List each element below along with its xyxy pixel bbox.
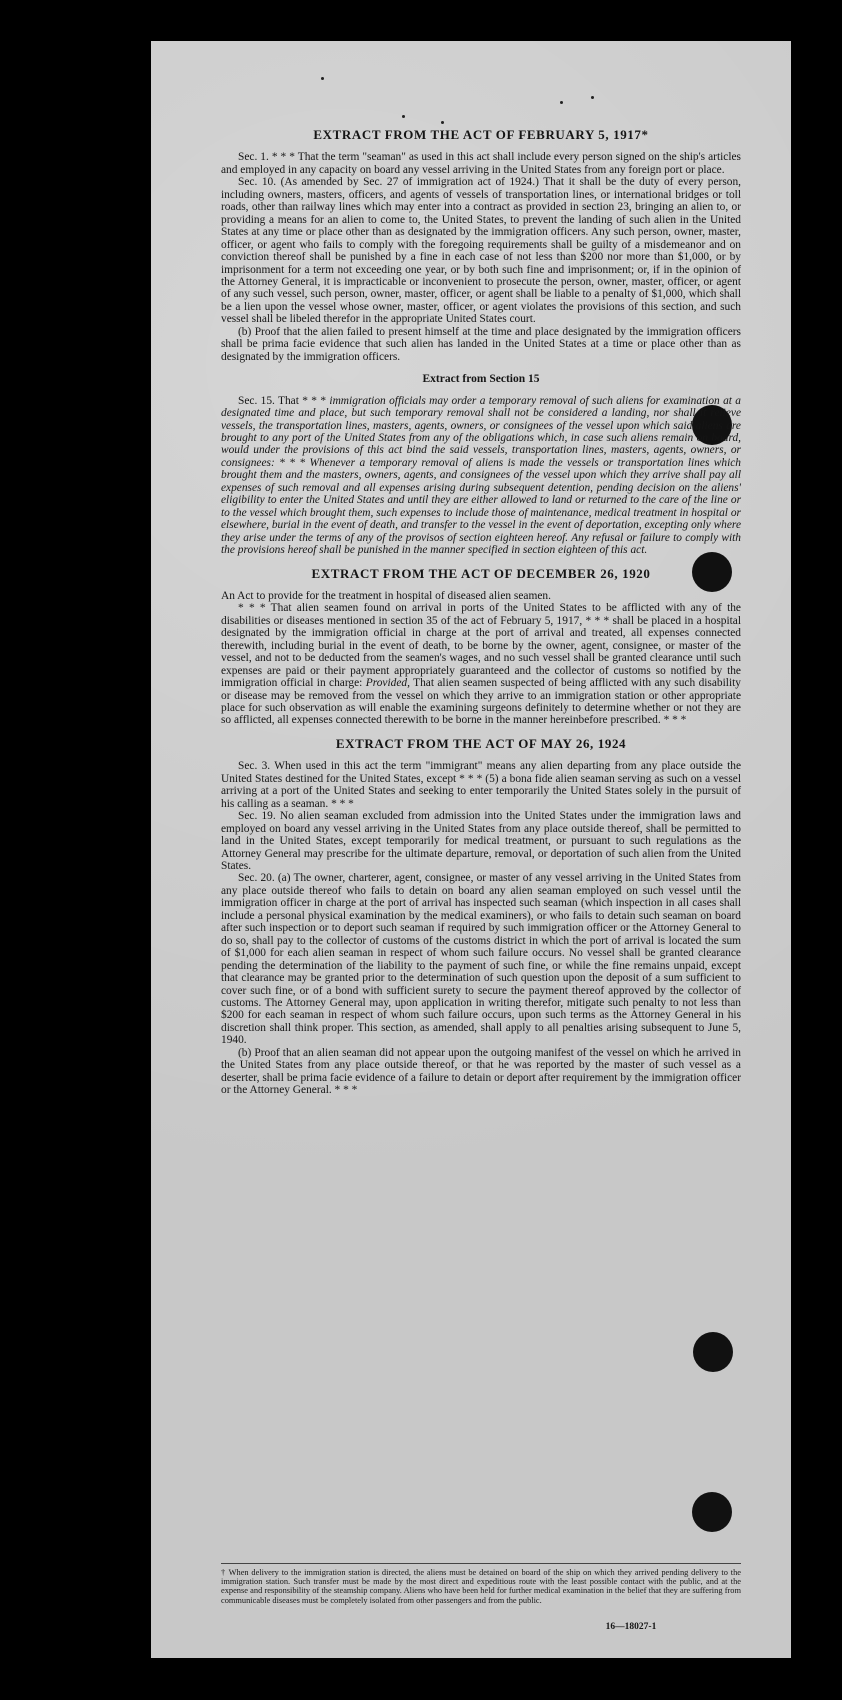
paragraph-act-1920-title: An Act to provide for the treatment in hospital of diseased alien seamen. bbox=[221, 589, 551, 602]
section-heading: EXTRACT FROM THE ACT OF FEBRUARY 5, 1917* bbox=[313, 127, 649, 142]
document-page bbox=[151, 41, 791, 1658]
paragraph-sec-20: Sec. 20. (a) The owner, charterer, agent, consignee, or master of any vessel arriving in the United States from any place outside thereof who fails to detain on board any alien seaman employed on such vessel until the immigration officer in charge at the port of arrival has inspected such seaman (which inspection in all cases shall include a personal physical examination by the medical examiners), or who fails to detain such seaman on board after such inspection or to deport such seaman if required by such immigration officer or the Attorney General to do so, shall pay to the collector of customs of the customs district in which the port of arrival is located the sum of $1,000 for each alien seaman in respect of whom such failure occurs. No vessel shall be granted clearance pending the determination of the liability to the payment of such fine, or while the fine remains unpaid, except that clearance may be granted prior to the determination of such question upon the deposit of a sum sufficient to cover such fine, or of a bond with sufficient surety to secure the payment thereof approved by the collector of customs. The Attorney General may, upon application in writing therefor, mitigate such penalty to not less than $200 for each seaman in respect of whom such failure occurs, upon such terms as the Attorney General in his discretion shall think proper. This section, as amended, shall apply to all penalties arising subsequent to June 5, 1940. bbox=[221, 872, 741, 1047]
paragraph-sec-15 bbox=[221, 395, 741, 557]
subsection-heading: Extract from Section 15 bbox=[422, 373, 540, 386]
paragraph-sec-3: Sec. 3. When used in this act the term "immigrant" means any alien departing from any place outside the United States destined for the United States, except * * * (5) a bona fide alien seaman serving as such on a vessel arriving at a port of the United States and seeking to enter temporarily the United States solely in the pursuit of his calling as a seaman. * * * bbox=[221, 760, 741, 810]
document-body bbox=[221, 129, 741, 1097]
act-1920-provided: Provided, bbox=[365, 677, 410, 690]
punch-hole bbox=[692, 1492, 732, 1532]
paragraph-sec-20b: (b) Proof that an alien seaman did not appear upon the outgoing manifest of the vessel on which he arrived in the United States from any place outside thereof, or that he was reported by the master of such vessel as a deserter, shall be prima facie evidence of a failure to detain or deport after requirement by the immigration officer or the Attorney General. * * * bbox=[221, 1046, 741, 1097]
footnote: † When delivery to the immigration station is directed, the aliens must be detained on board of the ship on which they arrived pending delivery to the immigration station. Such transfer must be made by the most direct and expeditious route with the least possible contact with the public, and at the expense and responsibility of the steamship company. Aliens who have been held for further medical examination in the belief that they are suffering from communicable diseases must be completely isolated from other passengers and from the public. bbox=[221, 1563, 741, 1605]
scan-speck bbox=[321, 77, 324, 80]
sec-15-lead: Sec. 15. That * * * bbox=[238, 394, 327, 407]
scan-speck bbox=[441, 121, 444, 124]
punch-hole bbox=[693, 1332, 733, 1372]
paragraph-sec-1: Sec. 1. * * * That the term "seaman" as used in this act shall include every person signed on the ship's articles and employed in any capacity on board any vessel arriving in the United States from any foreign port or place. bbox=[221, 151, 741, 176]
paragraph-sec-10b: (b) Proof that the alien failed to present himself at the time and place designated by the immigration officers shall be prima facie evidence that such alien has landed in the United States at a time or place other than as designated by the immigration officers. bbox=[221, 325, 741, 363]
paragraph-sec-10: Sec. 10. (As amended by Sec. 27 of immigration act of 1924.) That it shall be the duty of every person, including owners, masters, officers, and agents of vessels of transportation lines, or international bridges or toll roads, other than railway lines which may enter into a contract as provided in section 23, bringing an alien to, or providing a means for an alien to come to, the United States, to prevent the landing of such alien in the United States at any time or place other than as designated by the immigration officers. Any such person, owner, master, officer, or agent who fails to comply with the foregoing requirements shall be guilty of a misdemeanor and on conviction thereof shall be punished by a fine in each case of not less than $200 nor more than $1,000, or by imprisonment for a term not exceeding one year, or by both such fine and imprisonment; or, if in the opinion of the Attorney General, it is impracticable or inconvenient to prosecute the person, owner, master, officer, or agent of any such vessel, such person, owner, master, officer, or agent shall be liable to a penalty of $1,000, which shall be a lien upon the vessel whose owner, master, officer, or agent violates the provisions of this section, and such vessel shall be libeled therefor in the appropriate United States court. bbox=[221, 176, 741, 326]
act-1920-text-b: That alien seamen suspected of being afflicted with any such disability or disease may be removed from the vessel on which they arrive to an immigration station or other appropriate place for such observation as will enable the examining surgeons definitely to determine whether or not they are so afflicted, all expenses connected therewith to be borne in the manner hereinbefore prescribed. * * * bbox=[221, 677, 741, 727]
scan-speck bbox=[560, 101, 563, 104]
section-heading: EXTRACT FROM THE ACT OF DECEMBER 26, 1920 bbox=[311, 565, 651, 581]
scan-speck bbox=[402, 115, 405, 118]
paragraph-sec-19: Sec. 19. No alien seaman excluded from admission into the United States under the immigration laws and employed on board any vessel arriving in the United States from any place outside thereof, shall be permitted to land in the United States, except temporarily for medical treatment, or pursuant to such regulations as the Attorney General may prescribe for the ultimate departure, removal, or deportation of such alien from the United States. bbox=[221, 810, 741, 873]
section-heading: EXTRACT FROM THE ACT OF MAY 26, 1924 bbox=[335, 735, 627, 751]
paragraph-act-1920 bbox=[221, 602, 741, 727]
scan-speck bbox=[591, 96, 594, 99]
sec-15-text: immigration officials may order a temporary removal of such aliens for examination at a designated time and place, but such temporary removal shall not be considered a landing, nor shall it relieve vessels, the transportation lines, masters, agents, owners, or consignees of the vessel upon which said aliens are brought to any port of the United States from any of the obligations which, in case such aliens remain on board, would under the provisions of this act bind the said vessels, transportation lines, masters, agents, owners, or consignees: * * * Whenever a temporary removal of aliens is made the vessels or transportation lines which brought them and the masters, owners, agents, and consignees of the vessel upon which they arrive shall pay all expenses of such removal and all expenses arising during subsequent detention, pending decision on the aliens' eligibility to enter the United States and until they are either allowed to land or returned to the care of the line or to the vessel which brought them, such expenses to include those of maintenance, medical treatment in hospital or elsewhere, burial in the event of death, and transfer to the vessel in the event of deportation, excepting only where they arise under the terms of any of the provisos of section eighteen hereof. Any refusal or failure to comply with the provisions hereof shall be punished in the manner specified in section eighteen of this act. bbox=[221, 394, 741, 557]
document-number: 16—18027-1 bbox=[605, 1622, 657, 1632]
act-1920-text-a: * * * That alien seamen found on arrival in ports of the United States to be afflicted with any of the disabilities or diseases mentioned in section 35 of the act of February 5, 1917, * * * shall be placed in a hospital designated by the immigration official in charge at the port of arrival and treated, all expenses connected therewith, including burial in the event of death, to be borne by the owner, agent, consignee, or master of the vessel, and not to be deducted from the seamen's wages, and no such vessel shall be granted clearance until such expenses are paid or their payment appropriately guaranteed and the collector of customs so notified by the immigration official in charge: bbox=[221, 602, 741, 690]
